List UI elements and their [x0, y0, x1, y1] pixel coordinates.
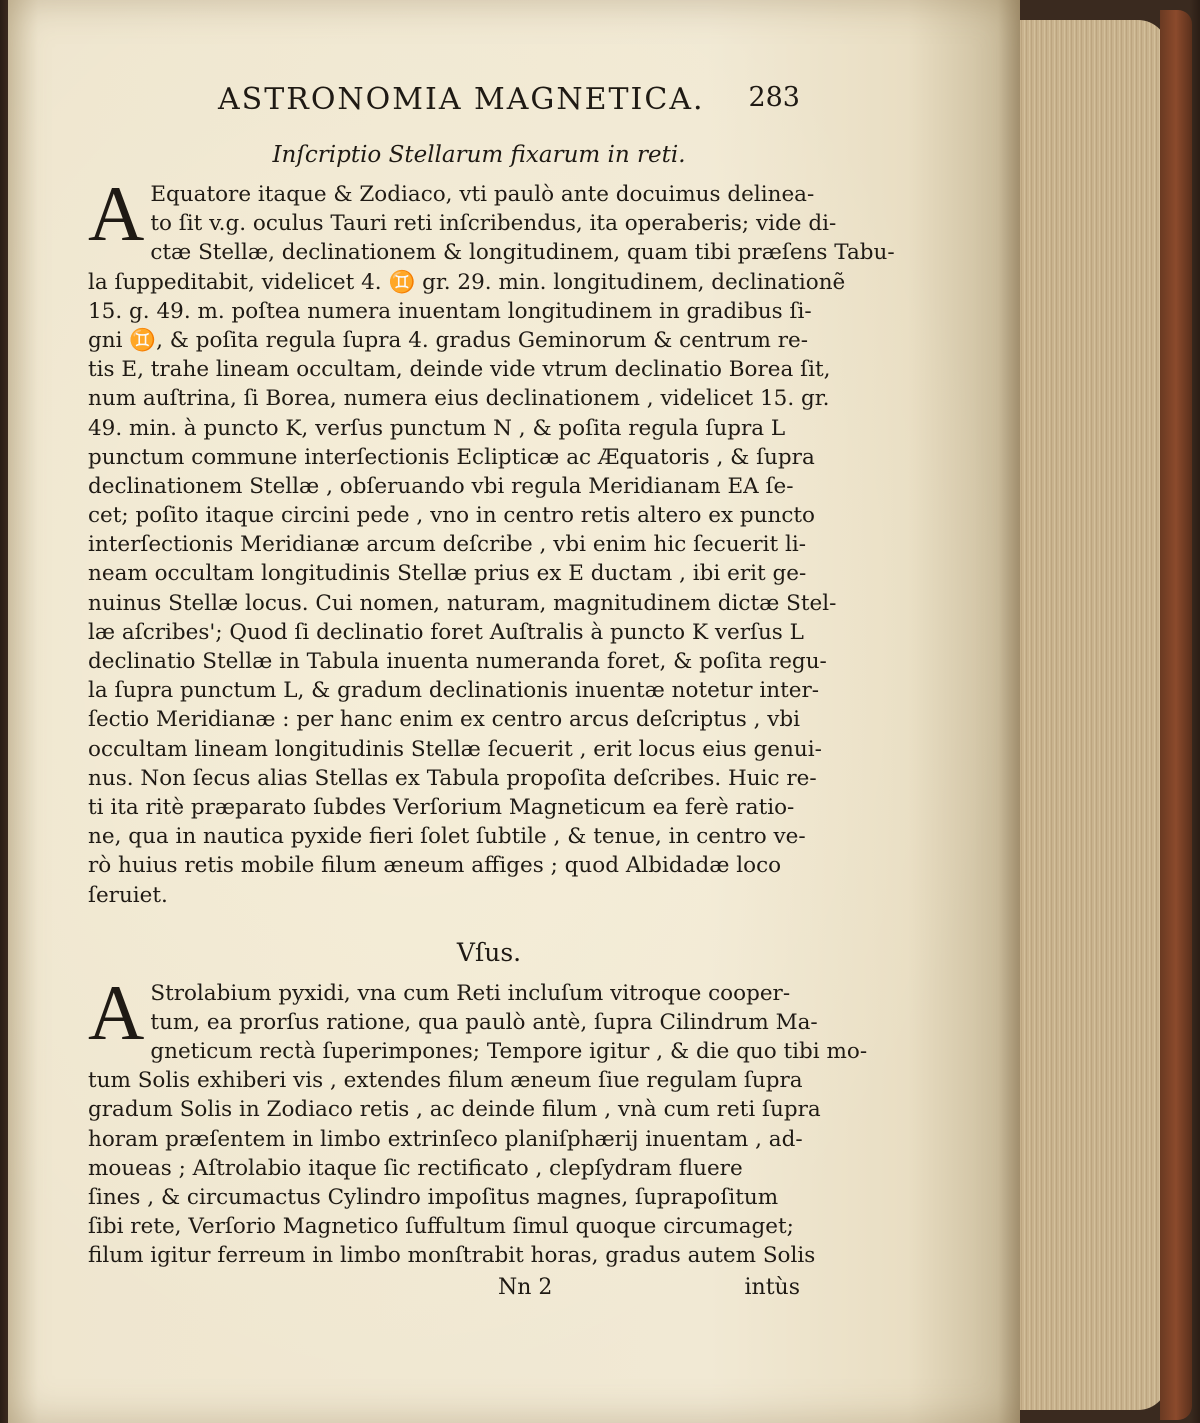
- text-line: moueas ; Aſtrolabio itaque ſic rectificato , clepſydram fluere: [88, 1155, 743, 1181]
- text-line: punctum commune interſectionis Eclipticæ ac Æquatoris , & ſupra: [88, 444, 815, 470]
- text-line: neam occultam longitudinis Stellæ prius ex E ductam , ibi erit ge-: [88, 561, 807, 587]
- text-line: la ſupra punctum L, & gradum declinationis inuentæ notetur inter-: [88, 678, 820, 704]
- text-line: num auſtrina, ſi Borea, numera eius declinationem , videlicet 15. gr.: [88, 386, 830, 412]
- text-line: gni ♊, & poſita regula ſupra 4. gradus Geminorum & centrum re-: [88, 327, 809, 353]
- text-line: tis E, trahe lineam occultam, deinde vide vtrum declinatio Borea ſit,: [88, 357, 831, 383]
- text-line: læ aſcribes'; Quod ſi declinatio foret Auſtralis à puncto K verſus L: [88, 619, 804, 645]
- text-line: nus. Non ſecus alias Stellas ex Tabula propoſita deſcribes. Huic re-: [88, 765, 817, 791]
- running-title: ASTRONOMIA MAGNETICA.: [218, 82, 705, 117]
- section-heading-inscriptio: Inſcriptio Stellarum fixarum in reti.: [272, 142, 686, 168]
- book-page: [8, 0, 1020, 1423]
- text-line: Strolabium pyxidi, vna cum Reti incluſum vitroque cooper-: [150, 980, 791, 1006]
- text-line: ſines , & circumactus Cylindro impoſitus magnes, ſuprapoſitum: [88, 1185, 779, 1210]
- text-line: ti ita ritè præparato ſubdes Verſorium Magneticum ea ferè ratio-: [88, 794, 795, 820]
- text-line: tum, ea prorſus ratione, qua paulò antè, ſupra Cilindrum Ma-: [150, 1009, 818, 1035]
- catchword: intùs: [744, 1274, 800, 1300]
- text-line: ne, qua in nautica pyxide fieri ſolet ſubtile , & tenue, in centro ve-: [88, 824, 806, 850]
- text-line: ctæ Stellæ, declinationem & longitudinem, quam tibi præſens Tabu-: [150, 240, 895, 266]
- page-edges: [1018, 20, 1168, 1410]
- text-line: Equatore itaque & Zodiaco, vti paulò ante docuimus delinea-: [150, 182, 815, 207]
- page-content: [88, 80, 895, 1315]
- paragraph-usus: [88, 968, 868, 1271]
- text-line: declinationem Stellæ , obſeruando vbi regula Meridianam EA ſe-: [88, 473, 794, 499]
- text-line: la ſuppeditabit, videlicet 4. ♊ gr. 29. min. longitudinem, declinationẽ: [88, 269, 846, 295]
- text-lines: [88, 170, 895, 910]
- text-line: gneticum rectà ſuperimpones; Tempore igitur , & die quo tibi mo-: [150, 1039, 868, 1065]
- page-number: 283: [748, 82, 800, 113]
- text-line: occultam lineam longitudinis Stellæ ſecuerit , erit locus eius genui-: [88, 736, 822, 762]
- text-line: ſibi rete, Verſorio Magnetico ſuffultum ſimul quoque circumaget;: [88, 1214, 794, 1240]
- text-line: ſeruiet.: [88, 882, 168, 908]
- drop-capital: A: [88, 968, 145, 1056]
- text-line: 49. min. à puncto K, verſus punctum N , & poſita regula ſupra L: [88, 415, 786, 441]
- section-heading-usus: Vſus.: [456, 937, 522, 967]
- book-cover: [1160, 10, 1192, 1420]
- text-line: to ſit v.g. oculus Tauri reti inſcribendus, ita operaberis; vide di-: [150, 211, 837, 237]
- paragraph-inscriptio: [88, 170, 895, 910]
- text-line: nuinus Stellæ locus. Cui nomen, naturam, magnitudinem dictæ Stel-: [88, 590, 837, 616]
- signature-mark: Nn 2: [498, 1274, 553, 1300]
- page-header: [88, 80, 800, 130]
- text-line: filum igitur ferreum in limbo monſtrabit horas, gradus autem Solis: [88, 1243, 816, 1269]
- page-footer: [88, 1275, 800, 1315]
- text-line: cet; poſito itaque circini pede , vno in centro retis altero ex puncto: [88, 503, 815, 529]
- text-line: 15. g. 49. m. poſtea numera inuentam longitudinem in gradibus ſi-: [88, 298, 812, 324]
- drop-capital: A: [88, 170, 145, 257]
- text-line: interſectionis Meridianæ arcum deſcribe , vbi enim hic ſecuerit li-: [88, 532, 807, 558]
- text-line: declinatio Stellæ in Tabula inuenta numeranda foret, & poſita regu-: [88, 649, 827, 674]
- text-line: ſectio Meridianæ : per hanc enim ex centro arcus deſcriptus , vbi: [88, 707, 801, 733]
- text-line: gradum Solis in Zodiaco retis , ac deinde filum , vnà cum reti ſupra: [88, 1097, 821, 1123]
- text-line: tum Solis exhiberi vis , extendes filum æneum ſiue regulam ſupra: [88, 1068, 803, 1094]
- text-line: rò huius retis mobile filum æneum affiges ; quod Albidadæ loco: [88, 853, 782, 879]
- text-line: horam præſentem in limbo extrinſeco planiſphærij inuentam , ad-: [88, 1126, 803, 1152]
- text-lines: [88, 968, 868, 1271]
